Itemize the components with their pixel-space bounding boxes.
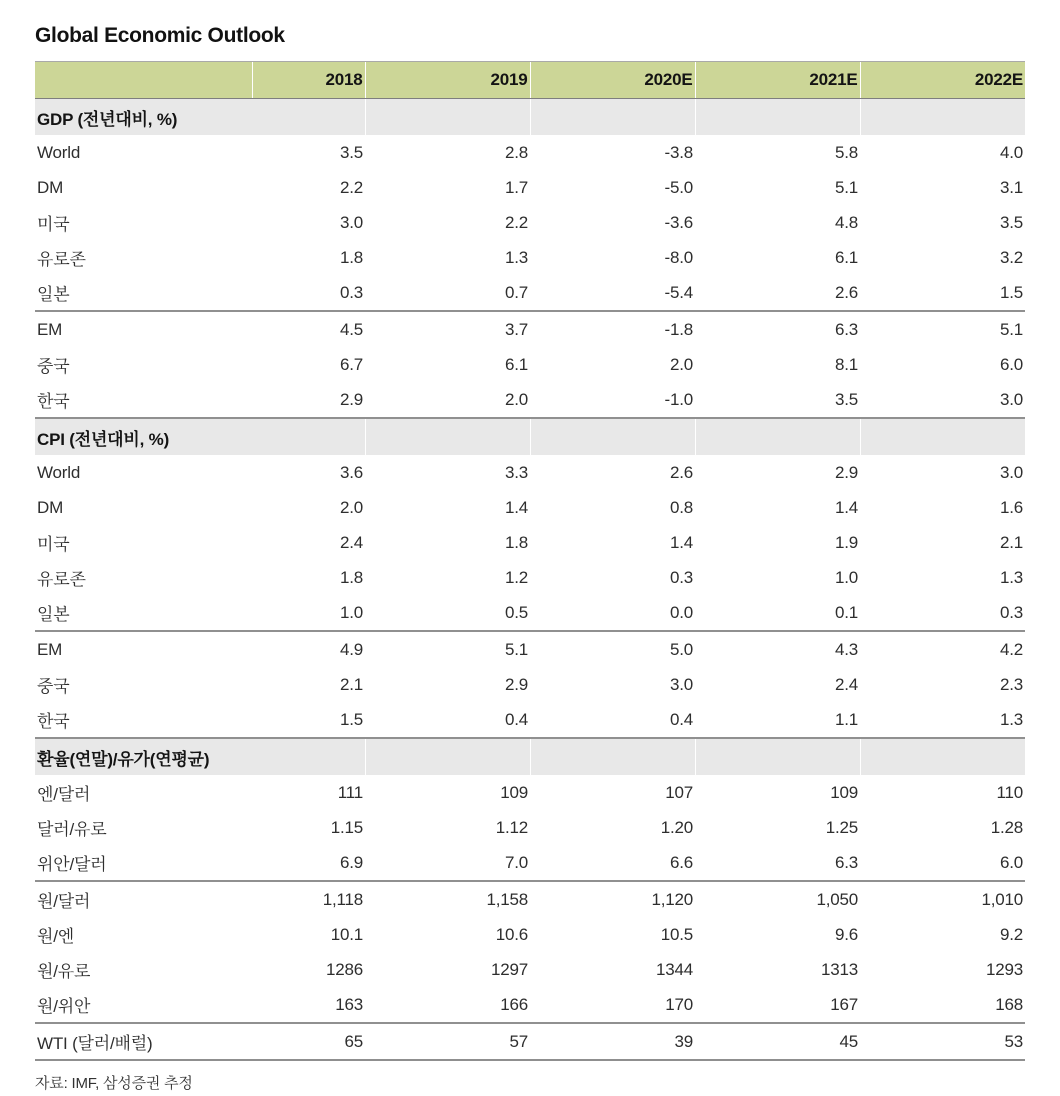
section-header-filler (860, 99, 1025, 136)
table-row (35, 952, 1025, 987)
value-cell: 53 (860, 1023, 1025, 1060)
section-header-filler (530, 738, 695, 775)
row-label-cell: World (37, 142, 81, 162)
value-cell: 1.5 (252, 702, 365, 738)
table-row (35, 455, 1025, 490)
value-cell: 0.7 (365, 275, 530, 311)
value-cell: 1.9 (834, 532, 858, 552)
row-label-cell: 한국 (35, 382, 252, 418)
section-header-filler (860, 418, 1025, 455)
table-row (35, 205, 1025, 240)
value-cell: 1.8 (339, 247, 363, 267)
value-cell: 0.3 (860, 595, 1025, 631)
year-column-header: 2022E (860, 62, 1025, 99)
table-row (35, 810, 1025, 845)
value-cell: 6.3 (695, 845, 860, 881)
table-body (35, 99, 1025, 1061)
value-cell: 1.0 (252, 595, 365, 631)
table-row (35, 702, 1025, 738)
outlook-table (35, 61, 1025, 1061)
section-header-cell: GDP (전년대비, %) (35, 99, 365, 136)
value-cell: 3.6 (339, 462, 363, 482)
value-cell: 2.1 (339, 674, 363, 694)
value-cell: 1.4 (669, 532, 693, 552)
row-label-cell: 중국 (37, 357, 70, 376)
value-cell: 4.3 (834, 639, 858, 659)
value-cell: 109 (500, 782, 528, 802)
row-label-cell: 유로존 (37, 250, 86, 269)
value-cell: 1.3 (999, 567, 1023, 587)
value-cell: 2.1 (999, 532, 1023, 552)
value-cell: 4.5 (339, 319, 363, 339)
row-label-cell: 일본 (35, 275, 252, 311)
value-cell: -3.8 (664, 142, 693, 162)
value-cell: 2.2 (504, 212, 528, 232)
value-cell: 0.0 (530, 595, 695, 631)
value-cell: 2.9 (252, 382, 365, 418)
value-cell: -8.0 (664, 247, 693, 267)
value-cell: 1.3 (504, 247, 528, 267)
value-cell: 2.6 (695, 275, 860, 311)
row-label-cell: 원/엔 (37, 927, 74, 946)
section-header-filler (530, 99, 695, 136)
value-cell: 2.4 (834, 674, 858, 694)
value-cell: 9.2 (999, 924, 1023, 944)
row-label-cell: 한국 (35, 702, 252, 738)
value-cell: 6.7 (339, 354, 363, 374)
row-label-cell: 위안/달러 (35, 845, 252, 881)
row-label-cell: EM (37, 639, 63, 659)
corner-cell (35, 62, 252, 99)
table-row (35, 1023, 1025, 1060)
value-cell: 6.3 (834, 319, 858, 339)
value-cell: 1.3 (860, 702, 1025, 738)
table-row (35, 135, 1025, 170)
value-cell: 2.2 (339, 177, 363, 197)
value-cell: 6.9 (252, 845, 365, 881)
value-cell: 1286 (325, 959, 363, 979)
value-cell: 8.1 (834, 354, 858, 374)
value-cell: 167 (695, 987, 860, 1023)
table-row (35, 311, 1025, 347)
value-cell: 1.1 (695, 702, 860, 738)
value-cell: 5.0 (669, 639, 693, 659)
value-cell: 7.0 (365, 845, 530, 881)
value-cell: 2.6 (669, 462, 693, 482)
row-label-cell: 달러/유로 (37, 820, 107, 839)
table-row (35, 382, 1025, 418)
table-row (35, 240, 1025, 275)
section-header-filler (860, 738, 1025, 775)
value-cell: 0.8 (669, 497, 693, 517)
value-cell: 3.0 (860, 382, 1025, 418)
value-cell: 1344 (655, 959, 693, 979)
value-cell: 6.0 (860, 845, 1025, 881)
table-row (35, 667, 1025, 702)
table-row (35, 347, 1025, 382)
value-cell: 1.2 (504, 567, 528, 587)
value-cell: 6.1 (504, 354, 528, 374)
row-label-cell: DM (37, 497, 64, 517)
value-cell: 5.1 (504, 639, 528, 659)
value-cell: 1313 (820, 959, 858, 979)
section-header-cell: 환율(연말)/유가(연평균) (35, 738, 365, 775)
year-column-header: 2021E (695, 62, 860, 99)
value-cell: 1.28 (990, 817, 1023, 837)
value-cell: 2.9 (834, 462, 858, 482)
value-cell: 45 (695, 1023, 860, 1060)
value-cell: 4.9 (339, 639, 363, 659)
value-cell: -3.6 (664, 212, 693, 232)
value-cell: 5.1 (834, 177, 858, 197)
value-cell: 111 (337, 782, 363, 802)
value-cell: 3.1 (999, 177, 1023, 197)
value-cell: 57 (365, 1023, 530, 1060)
value-cell: 2.4 (339, 532, 363, 552)
value-cell: 1.25 (825, 817, 858, 837)
row-label-cell: World (37, 462, 81, 482)
value-cell: 39 (530, 1023, 695, 1060)
section-header-filler (365, 99, 530, 136)
value-cell: 0.4 (365, 702, 530, 738)
row-label-cell: 중국 (37, 677, 70, 696)
row-label-cell: 엔/달러 (37, 785, 91, 804)
value-cell: 0.4 (530, 702, 695, 738)
table-header-row (35, 62, 1025, 99)
row-label-cell: WTI (달러/배럴) (35, 1023, 252, 1060)
value-cell: 5.1 (999, 319, 1023, 339)
value-cell: 2.9 (504, 674, 528, 694)
value-cell: 1.20 (660, 817, 693, 837)
value-cell: 4.8 (834, 212, 858, 232)
row-label-cell: 미국 (37, 215, 70, 234)
value-cell: 4.0 (999, 142, 1023, 162)
value-cell: 1293 (985, 959, 1023, 979)
section-header-filler (365, 738, 530, 775)
value-cell: 2.0 (669, 354, 693, 374)
value-cell: 10.5 (660, 924, 693, 944)
value-cell: 6.1 (834, 247, 858, 267)
value-cell: 1.15 (330, 817, 363, 837)
value-cell: 2.8 (504, 142, 528, 162)
value-cell: 6.6 (530, 845, 695, 881)
section-header-filler (695, 738, 860, 775)
section-header-row (35, 99, 1025, 136)
section-header-cell: CPI (전년대비, %) (35, 418, 365, 455)
value-cell: 168 (860, 987, 1025, 1023)
value-cell: 3.5 (999, 212, 1023, 232)
value-cell: 1.4 (834, 497, 858, 517)
row-label-cell: 원/위안 (35, 987, 252, 1023)
value-cell: 1297 (490, 959, 528, 979)
value-cell: 107 (665, 782, 693, 802)
year-column-header: 2019 (365, 62, 530, 99)
table-row (35, 881, 1025, 917)
year-column-header: 2018 (252, 62, 365, 99)
value-cell: 1.6 (999, 497, 1023, 517)
value-cell: 2.0 (339, 497, 363, 517)
row-label-cell: 원/달러 (37, 892, 91, 911)
row-label-cell: 유로존 (37, 570, 86, 589)
row-label-cell: 미국 (37, 535, 70, 554)
value-cell: 3.0 (999, 462, 1023, 482)
value-cell: 3.3 (504, 462, 528, 482)
value-cell: 1,158 (486, 889, 528, 909)
value-cell: 1,118 (322, 889, 363, 909)
value-cell: 0.5 (365, 595, 530, 631)
value-cell: 6.0 (999, 354, 1023, 374)
value-cell: 1,050 (816, 889, 858, 909)
value-cell: 1.0 (834, 567, 858, 587)
value-cell: 170 (530, 987, 695, 1023)
row-label-cell: EM (37, 319, 63, 339)
value-cell: 1.7 (504, 177, 528, 197)
value-cell: 163 (252, 987, 365, 1023)
table-row (35, 775, 1025, 810)
value-cell: 1,010 (981, 889, 1023, 909)
row-label-cell: 원/유로 (37, 962, 91, 981)
value-cell: -1.8 (664, 319, 693, 339)
section-header-filler (365, 418, 530, 455)
value-cell: 0.3 (669, 567, 693, 587)
source-note: 자료: IMF, 삼성증권 추정 (35, 1075, 193, 1092)
value-cell: 3.5 (339, 142, 363, 162)
value-cell: 5.8 (834, 142, 858, 162)
table-row (35, 917, 1025, 952)
value-cell: 110 (996, 782, 1023, 802)
table-row (35, 170, 1025, 205)
value-cell: 1.5 (860, 275, 1025, 311)
table-row (35, 595, 1025, 631)
table-row (35, 525, 1025, 560)
row-label-cell: DM (37, 177, 64, 197)
value-cell: 3.7 (504, 319, 528, 339)
table-head (35, 62, 1025, 99)
value-cell: 166 (365, 987, 530, 1023)
value-cell: 2.0 (365, 382, 530, 418)
table-row (35, 987, 1025, 1023)
table-row (35, 845, 1025, 881)
table-row (35, 490, 1025, 525)
row-label-cell: 일본 (35, 595, 252, 631)
value-cell: 0.3 (252, 275, 365, 311)
page-title: Global Economic Outlook (35, 24, 285, 47)
value-cell: -5.0 (664, 177, 693, 197)
value-cell: 109 (830, 782, 858, 802)
value-cell: -1.0 (530, 382, 695, 418)
section-header-row (35, 738, 1025, 775)
table-row (35, 631, 1025, 667)
value-cell: 65 (252, 1023, 365, 1060)
value-cell: 1.4 (504, 497, 528, 517)
year-column-header: 2020E (530, 62, 695, 99)
value-cell: 1,120 (651, 889, 693, 909)
value-cell: 10.6 (495, 924, 528, 944)
value-cell: 3.2 (999, 247, 1023, 267)
section-header-filler (530, 418, 695, 455)
value-cell: 1.8 (339, 567, 363, 587)
table-row (35, 275, 1025, 311)
value-cell: 0.1 (695, 595, 860, 631)
value-cell: 9.6 (834, 924, 858, 944)
value-cell: 1.8 (504, 532, 528, 552)
value-cell: 4.2 (999, 639, 1023, 659)
value-cell: 1.12 (495, 817, 528, 837)
section-header-filler (695, 99, 860, 136)
section-header-filler (695, 418, 860, 455)
value-cell: 2.3 (999, 674, 1023, 694)
value-cell: -5.4 (530, 275, 695, 311)
table-row (35, 560, 1025, 595)
section-header-row (35, 418, 1025, 455)
value-cell: 3.5 (695, 382, 860, 418)
value-cell: 3.0 (669, 674, 693, 694)
value-cell: 10.1 (330, 924, 363, 944)
value-cell: 3.0 (339, 212, 363, 232)
